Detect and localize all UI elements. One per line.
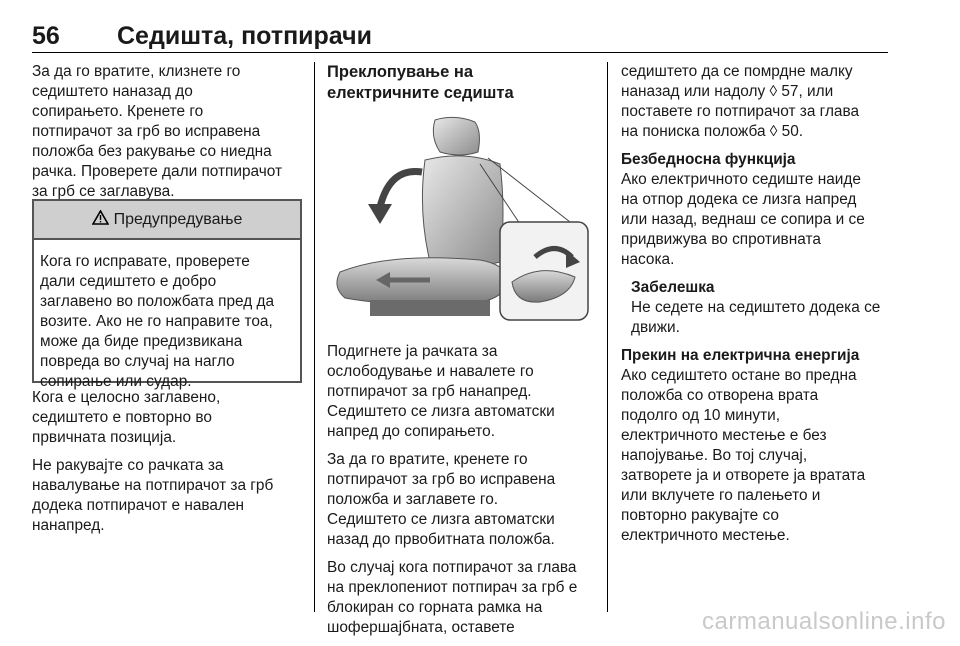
column-divider [314,62,315,612]
paragraph-power: Ако седиштето остане во предна положба со отворена врата подолго од 10 минути, електричното местење е без напојување. Во тој случај, затворете ја и отворете ја вратата или вклучете го палењето и повторно ракувајте со електричното местење. [621,367,866,544]
chapter-title: Седишта, потпирачи [117,22,372,50]
warning-title: Предупредување [113,210,243,228]
note-text: Не седете на седиштето додека се движи. [631,299,881,336]
note-block [621,278,893,338]
column-2 [327,62,599,110]
column-2-lower [327,342,599,646]
paragraph-safety: Ако електричното седиште наиде на отпор додека се лизга напред или назад, веднаш се сопира и се придвижува во спротивната насока. [621,171,865,268]
section-heading-folding: Преклопување на електричните седишта [327,63,514,102]
note-title: Забелешка [631,279,715,296]
column-1-lower [32,388,304,544]
header-divider [32,52,888,53]
paragraph-locked: Кога е целосно заглавено, седиштето е повторно во првичната позиција. [32,389,221,446]
warning-text: Кога го исправате, проверете дали седиштето е добро заглавено во положбата пред да возите. Ако не го направите тоа, може да биде предизвикана повреда во случај на нагло сопирање или судар. [40,253,275,390]
warning-box [32,199,302,390]
paragraph-return-upright: За да го вратите, кренете го потпирачот за грб во исправена положба и заглавете го. Седиштето се лизга автоматски назад до првобитната положба. [327,451,556,548]
column-1 [32,62,304,210]
paragraph-do-not-operate: Не ракувајте со рачката за навалување на потпирачот за грб додека потпирачот е навален нанапред. [32,457,274,534]
paragraph-move-seat: седиштето да се помрдне малку наназад или надолу ◊ 57, или поставете го потпирачот за глава на пониска положба ◊ 50. [621,63,860,140]
heading-safety-function: Безбедносна функција [621,151,796,168]
paragraph-lift-lever: Подигнете ја рачката за ослободување и навалете го потпирачот за грб нанапред. Седиштето се лизга автоматски напред до сопирањето. [327,343,555,440]
column-3 [621,62,893,554]
page-number: 56 [32,22,60,50]
watermark: carmanualsonline.info [702,608,946,635]
warning-header [34,201,300,240]
paragraph-headrest-blocked: Во случај кога потпирачот за глава на преклопениот потпирач за грб е блокиран со горната рамка на шофершајбната, оставете [327,559,578,636]
column-divider [607,62,608,612]
warning-triangle-icon [92,210,109,230]
paragraph-return-seat: За да го вратите, клизнете го седиштето наназад до сопирањето. Кренете го потпирачот за грб во исправена положба без ракување со ниедна рачка. Проверете дали потпирачот за грб се заглавува. [32,63,283,200]
heading-power-interruption: Прекин на електрична енергија [621,347,860,364]
seat-illustration [330,112,590,322]
page-header [32,22,888,52]
